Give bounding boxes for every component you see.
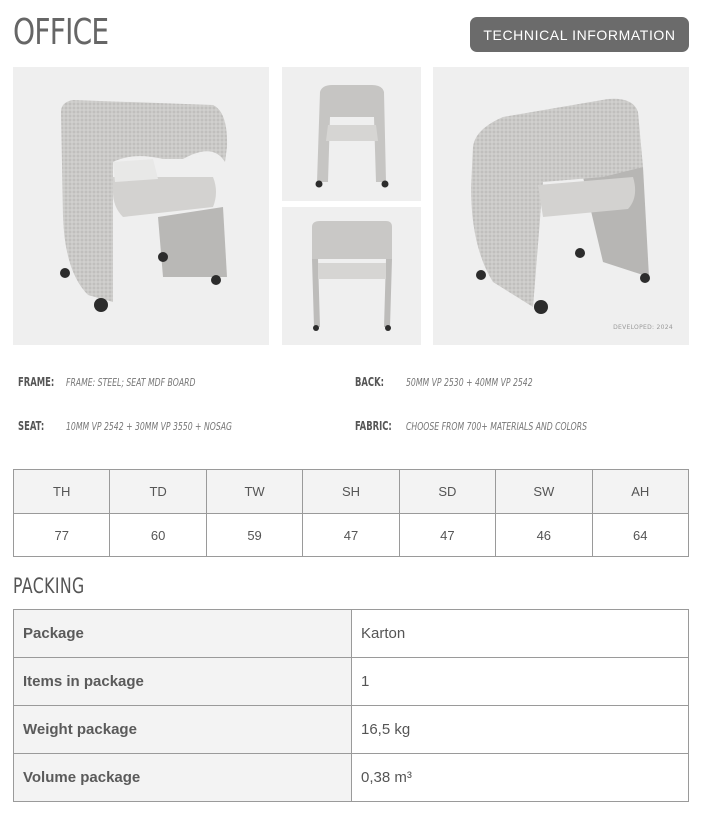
chair-photo-front bbox=[282, 67, 421, 201]
page-title: OFFICE bbox=[13, 12, 109, 53]
packing-key: Volume package bbox=[14, 754, 352, 802]
technical-information-button[interactable]: TECHNICAL INFORMATION bbox=[470, 17, 689, 52]
dim-value-sw: 46 bbox=[496, 514, 592, 557]
table-row bbox=[14, 754, 689, 802]
chair-front-image bbox=[282, 67, 421, 201]
dim-value-tw: 59 bbox=[206, 514, 302, 557]
dim-header-sh: SH bbox=[303, 470, 399, 514]
dim-value-sd: 47 bbox=[399, 514, 495, 557]
chair-photo-rear-angle bbox=[433, 67, 689, 345]
spec-seat-label: SEAT: bbox=[18, 419, 45, 433]
dim-header-sd: SD bbox=[399, 470, 495, 514]
chair-photo-front-angle bbox=[13, 67, 269, 345]
dim-header-sw: SW bbox=[496, 470, 592, 514]
packing-value: 1 bbox=[352, 658, 689, 706]
packing-value: Karton bbox=[352, 610, 689, 658]
packing-value: 16,5 kg bbox=[352, 706, 689, 754]
dimensions-table bbox=[13, 469, 689, 557]
spec-frame bbox=[18, 375, 348, 393]
developed-note: DEVELOPED: 2024 bbox=[613, 324, 673, 331]
chair-front-angle-image bbox=[13, 67, 269, 345]
spec-fabric-label: FABRIC: bbox=[355, 419, 392, 433]
chair-photo-back bbox=[282, 207, 421, 345]
dim-header-td: TD bbox=[110, 470, 206, 514]
spec-frame-label: FRAME: bbox=[18, 375, 55, 389]
chair-rear-angle-image bbox=[433, 67, 689, 345]
packing-key: Items in package bbox=[14, 658, 352, 706]
packing-table bbox=[13, 609, 689, 802]
dim-value-ah: 64 bbox=[592, 514, 688, 557]
spec-fabric bbox=[355, 419, 685, 437]
dim-value-sh: 47 bbox=[303, 514, 399, 557]
packing-value: 0,38 m³ bbox=[352, 754, 689, 802]
spec-back bbox=[355, 375, 685, 393]
spec-back-value: 50MM VP 2530 + 40MM VP 2542 bbox=[406, 376, 533, 389]
dim-header-th: TH bbox=[14, 470, 110, 514]
packing-key: Package bbox=[14, 610, 352, 658]
table-row bbox=[14, 658, 689, 706]
spec-seat-value: 10MM VP 2542 + 30MM VP 3550 + NOSAG bbox=[66, 420, 232, 433]
dim-value-td: 60 bbox=[110, 514, 206, 557]
table-row bbox=[14, 706, 689, 754]
dimensions-header-row bbox=[14, 470, 689, 514]
packing-title: PACKING bbox=[13, 574, 85, 598]
dim-header-tw: TW bbox=[206, 470, 302, 514]
spec-frame-value: FRAME: STEEL; SEAT MDF BOARD bbox=[66, 376, 196, 389]
dim-value-th: 77 bbox=[14, 514, 110, 557]
chair-back-image bbox=[282, 207, 421, 345]
dim-header-ah: AH bbox=[592, 470, 688, 514]
table-row bbox=[14, 610, 689, 658]
spec-back-label: BACK: bbox=[355, 375, 385, 389]
spec-fabric-value: CHOOSE FROM 700+ MATERIALS AND COLORS bbox=[406, 420, 587, 433]
dimensions-value-row bbox=[14, 514, 689, 557]
spec-seat bbox=[18, 419, 348, 437]
packing-key: Weight package bbox=[14, 706, 352, 754]
